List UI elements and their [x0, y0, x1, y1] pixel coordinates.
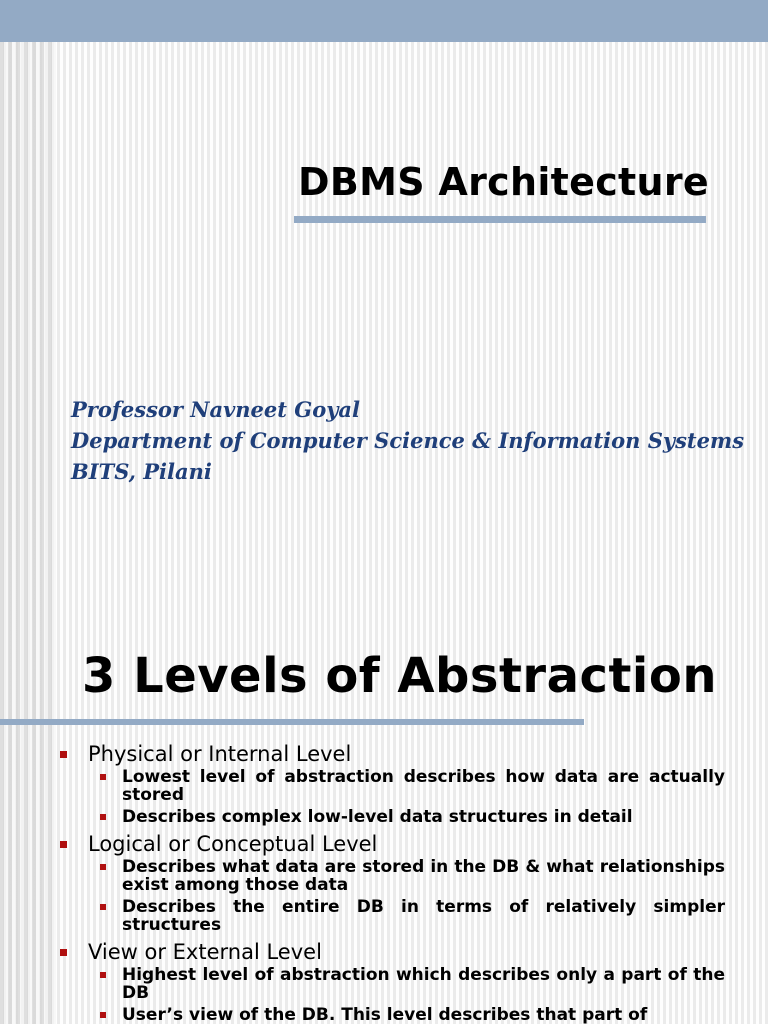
list-item	[88, 740, 768, 768]
square-bullet-icon	[100, 1012, 106, 1018]
level-point: User’s view of the DB. This level describes that part of	[122, 1005, 648, 1025]
list-item	[122, 768, 725, 804]
square-bullet-icon	[100, 904, 106, 910]
level-point: Describes the entire DB in terms of relatively simpler structures	[122, 897, 725, 935]
list-item	[88, 830, 768, 858]
square-bullet-icon	[100, 814, 106, 820]
level-point: Lowest level of abstraction describes how data are actually stored	[122, 767, 725, 805]
author-institution: BITS, Pilani	[71, 459, 212, 484]
list-item	[122, 898, 725, 934]
slide-title: 3 Levels of Abstraction	[82, 648, 717, 704]
header-band	[0, 0, 768, 42]
level-heading: Physical or Internal Level	[88, 742, 352, 766]
square-bullet-icon	[100, 774, 106, 780]
level-heading: View or External Level	[88, 940, 322, 964]
author-department: Department of Computer Science & Information Systems	[71, 428, 745, 453]
title-underline	[0, 719, 584, 725]
list-item	[122, 966, 725, 1002]
author-block	[71, 394, 744, 487]
level-point: Highest level of abstraction which describes only a part of the DB	[122, 965, 725, 1003]
level-point: Describes complex low-level data structures in detail	[122, 807, 633, 827]
level-point: Describes what data are stored in the DB & what relationships exist among those data	[122, 857, 725, 895]
list-item	[88, 938, 768, 966]
list-item	[122, 808, 725, 826]
square-bullet-icon	[100, 972, 106, 978]
title-underline	[294, 216, 706, 223]
list-item	[122, 1006, 725, 1024]
level-heading: Logical or Conceptual Level	[88, 832, 378, 856]
square-bullet-icon	[60, 841, 67, 848]
list-item	[122, 858, 725, 894]
author-name: Professor Navneet Goyal	[71, 397, 361, 422]
bullet-list	[0, 738, 768, 1028]
square-bullet-icon	[60, 751, 67, 758]
slide-title: DBMS Architecture	[298, 160, 709, 204]
square-bullet-icon	[100, 864, 106, 870]
square-bullet-icon	[60, 949, 67, 956]
